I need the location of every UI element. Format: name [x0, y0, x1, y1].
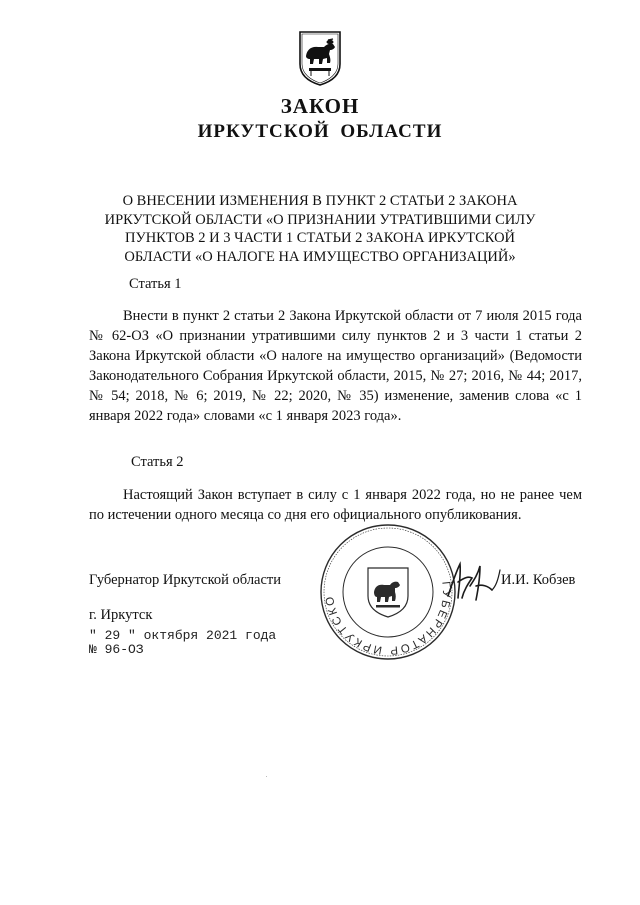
subtitle-line: ПУНКТОВ 2 И 3 ЧАСТИ 1 СТАТЬИ 2 ЗАКОНА ИРКУТСКОЙ: [124, 230, 516, 246]
scan-speck: [266, 776, 267, 777]
article-2-body: [89, 485, 582, 525]
subtitle-line: ИРКУТСКОЙ ОБЛАСТИ «О ПРИЗНАНИИ УТРАТИВШИМИ СИЛУ: [104, 211, 536, 228]
article-1-text: Внести в пункт 2 статьи 2 Закона Иркутской области от 7 июля 2015 года № 62-ОЗ «О признании утратившими силу пунктов 2 и 3 части 1 статьи 2 Закона Иркутской области «О налоге на имущество организаций» (Ведомости Законодательного Собрания Иркутской области, 2015, № 27; 2016, № 44; 2017, № 54; 2018, № 6; 2019, № 22; 2020, № 35) изменение, заменив слова «с 1 января 2022 года» словами «с 1 января 2023 года».: [89, 308, 582, 424]
signing-city: г. Иркутск: [89, 607, 153, 623]
article-1-body: [89, 306, 582, 426]
signing-date: " 29 " октября 2021 года: [89, 628, 277, 643]
document-type-title: ЗАКОН: [280, 94, 360, 118]
coat-of-arms-icon: [297, 30, 343, 86]
governor-seal-icon: [318, 522, 458, 662]
article-2-heading: Статья 2: [131, 454, 184, 470]
article-1-heading: Статья 1: [129, 276, 182, 292]
signatory-position: Губернатор Иркутской области: [89, 572, 282, 588]
subtitle-line: О ВНЕСЕНИИ ИЗМЕНЕНИЯ В ПУНКТ 2 СТАТЬИ 2 ЗАКОНА: [122, 193, 518, 209]
seal-text: ГУБЕРНАТОР ИРКУТСКО: [323, 580, 453, 657]
article-2-text: Настоящий Закон вступает в силу с 1 января 2022 года, но не ранее чем по истечении одного месяца со дня его официального опубликования.: [89, 487, 582, 523]
law-subtitle: [70, 192, 570, 266]
subtitle-line: ОБЛАСТИ «О НАЛОГЕ НА ИМУЩЕСТВО ОРГАНИЗАЦИЙ»: [124, 248, 516, 265]
law-number: № 96-ОЗ: [89, 642, 144, 657]
signatory-name: И.И. Кобзев: [501, 572, 576, 588]
issuer-title: ИРКУТСКОЙ ОБЛАСТИ: [197, 121, 443, 142]
